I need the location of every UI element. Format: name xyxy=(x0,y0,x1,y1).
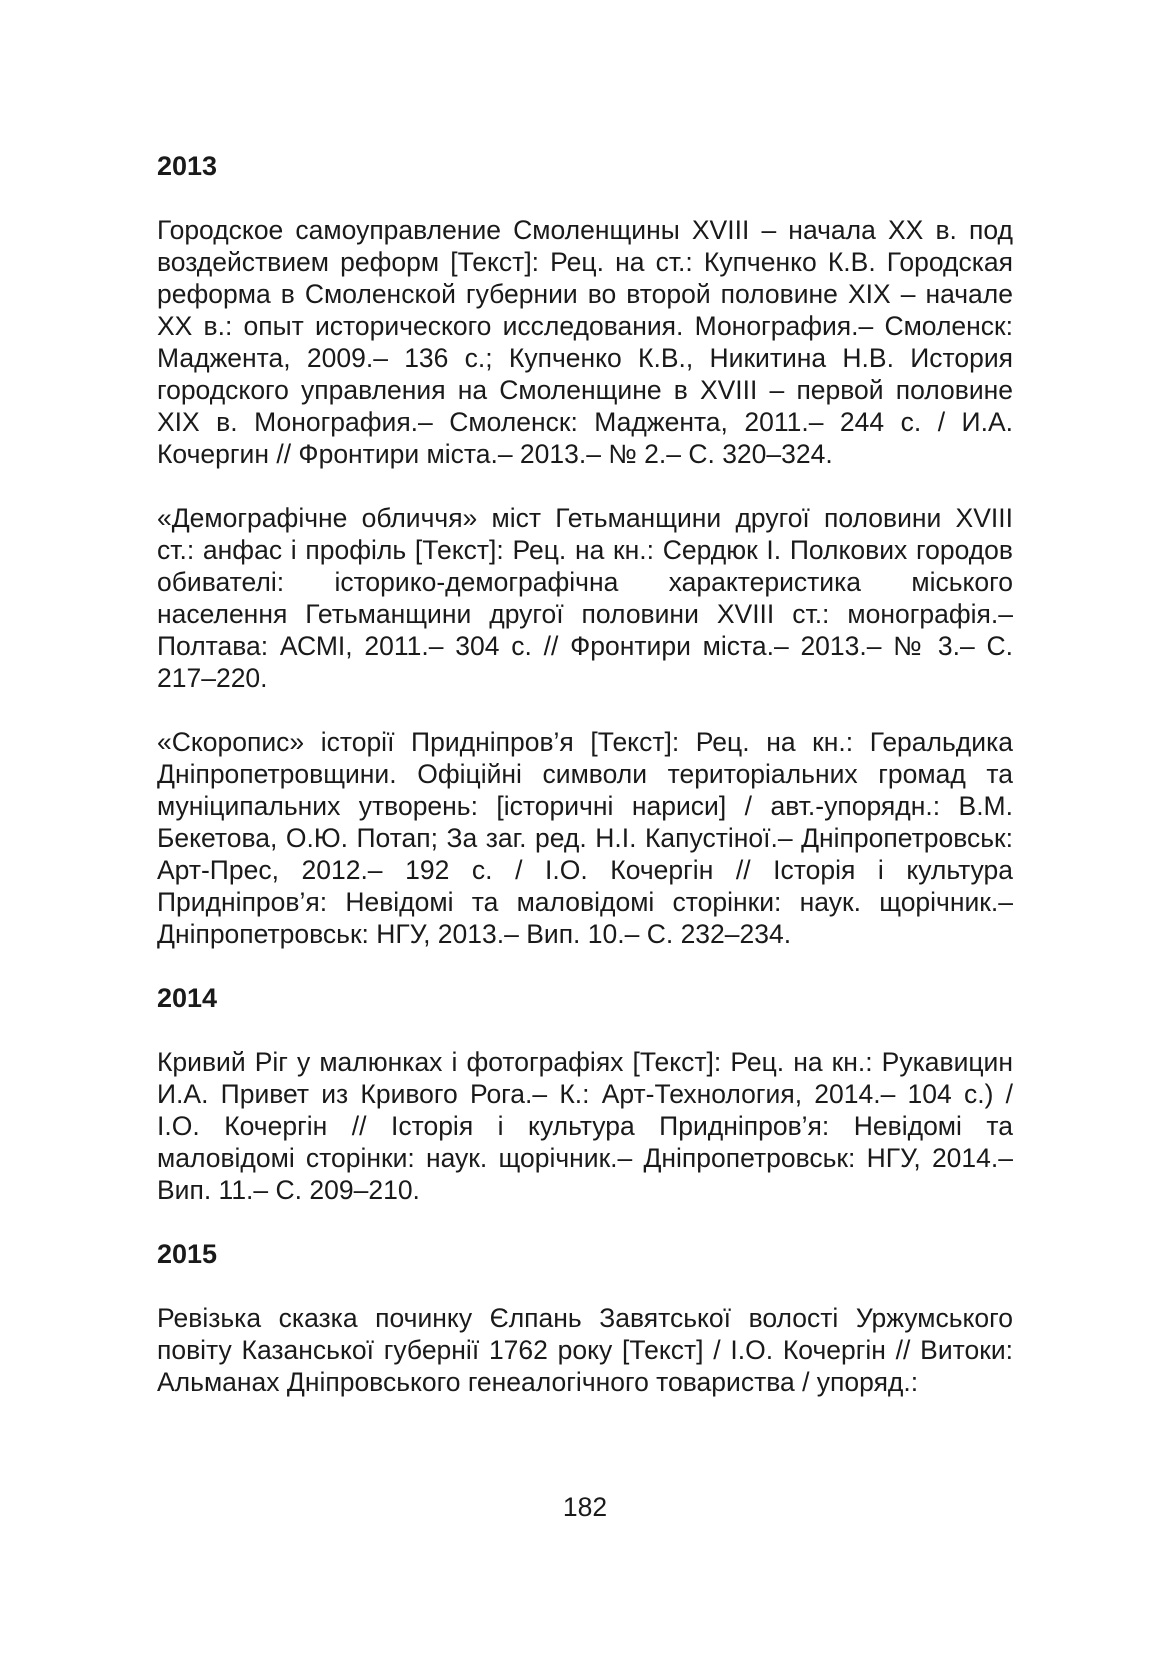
bibliography-entry: «Демографічне обличчя» міст Гетьманщини другої половини XVIII ст.: анфас і профіль [Текст]: Рец. на кн.: Сердюк І. Полкових городов обивателі: історико-демографічна характеристика міського населення Гетьманщини другої половини XVIII ст.: монографія.– Полтава: АСМІ, 2011.– 304 с. // Фронтири міста.– 2013.– № 3.– С. 217–220. xyxy=(157,503,1013,693)
bibliography-entry: Городское самоуправление Смоленщины XVIII – начала XX в. под воздействием реформ [Текст]: Рец. на ст.: Купченко К.В. Городская реформа в Смоленской губернии во второй половине XIX – начале XX в.: опыт исторического исследования. Монография.– Смоленск: Маджента, 2009.– 136 с.; Купченко К.В., Никитина Н.В. История городского управления на Смоленщине в XVIII – первой половине XIX в. Монография.– Смоленск: Маджента, 2011.– 244 с. / И.А. Кочергин // Фронтири міста.– 2013.– № 2.– С. 320–324. xyxy=(157,215,1013,469)
bibliography-entry: Кривий Ріг у малюнках і фотографіях [Текст]: Рец. на кн.: Рукавицин И.А. Привет из Кривого Рога.– К.: Арт-Технология, 2014.– 104 с.) / І.О. Кочергін // Історія і культура Придніпров’я: Невідомі та маловідомі сторінки: наук. щорічник.– Дніпропетровськ: НГУ, 2014.– Вип. 11.– С. 209–210. xyxy=(157,1047,1013,1205)
page-body xyxy=(157,150,1013,1398)
page-number: 182 xyxy=(562,1492,608,1522)
year-heading-2013: 2013 xyxy=(157,151,218,181)
bibliography-entry: Ревізька сказка починку Єлпань Завятської волості Уржумського повіту Казанської губернії 1762 року [Текст] / І.О. Кочергін // Витоки: Альманах Дніпровського генеалогічного товариства / упоряд.: xyxy=(157,1303,1013,1397)
year-heading-2015: 2015 xyxy=(157,1239,218,1269)
year-heading-2014: 2014 xyxy=(157,983,218,1013)
bibliography-entry: «Скоропис» історії Придніпров’я [Текст]: Рец. на кн.: Геральдика Дніпропетровщини. Офіційні символи територіальних громад та муніципальних утворень: [історичні нариси] / авт.-упорядн.: В.М. Бекетова, О.Ю. Потап; За заг. ред. Н.І. Капустіної.– Дніпропетровськ: Арт-Прес, 2012.– 192 с. / І.О. Кочергін // Історія і культура Придніпров’я: Невідомі та маловідомі сторінки: наук. щорічник.– Дніпропетровськ: НГУ, 2013.– Вип. 10.– С. 232–234. xyxy=(157,727,1013,949)
